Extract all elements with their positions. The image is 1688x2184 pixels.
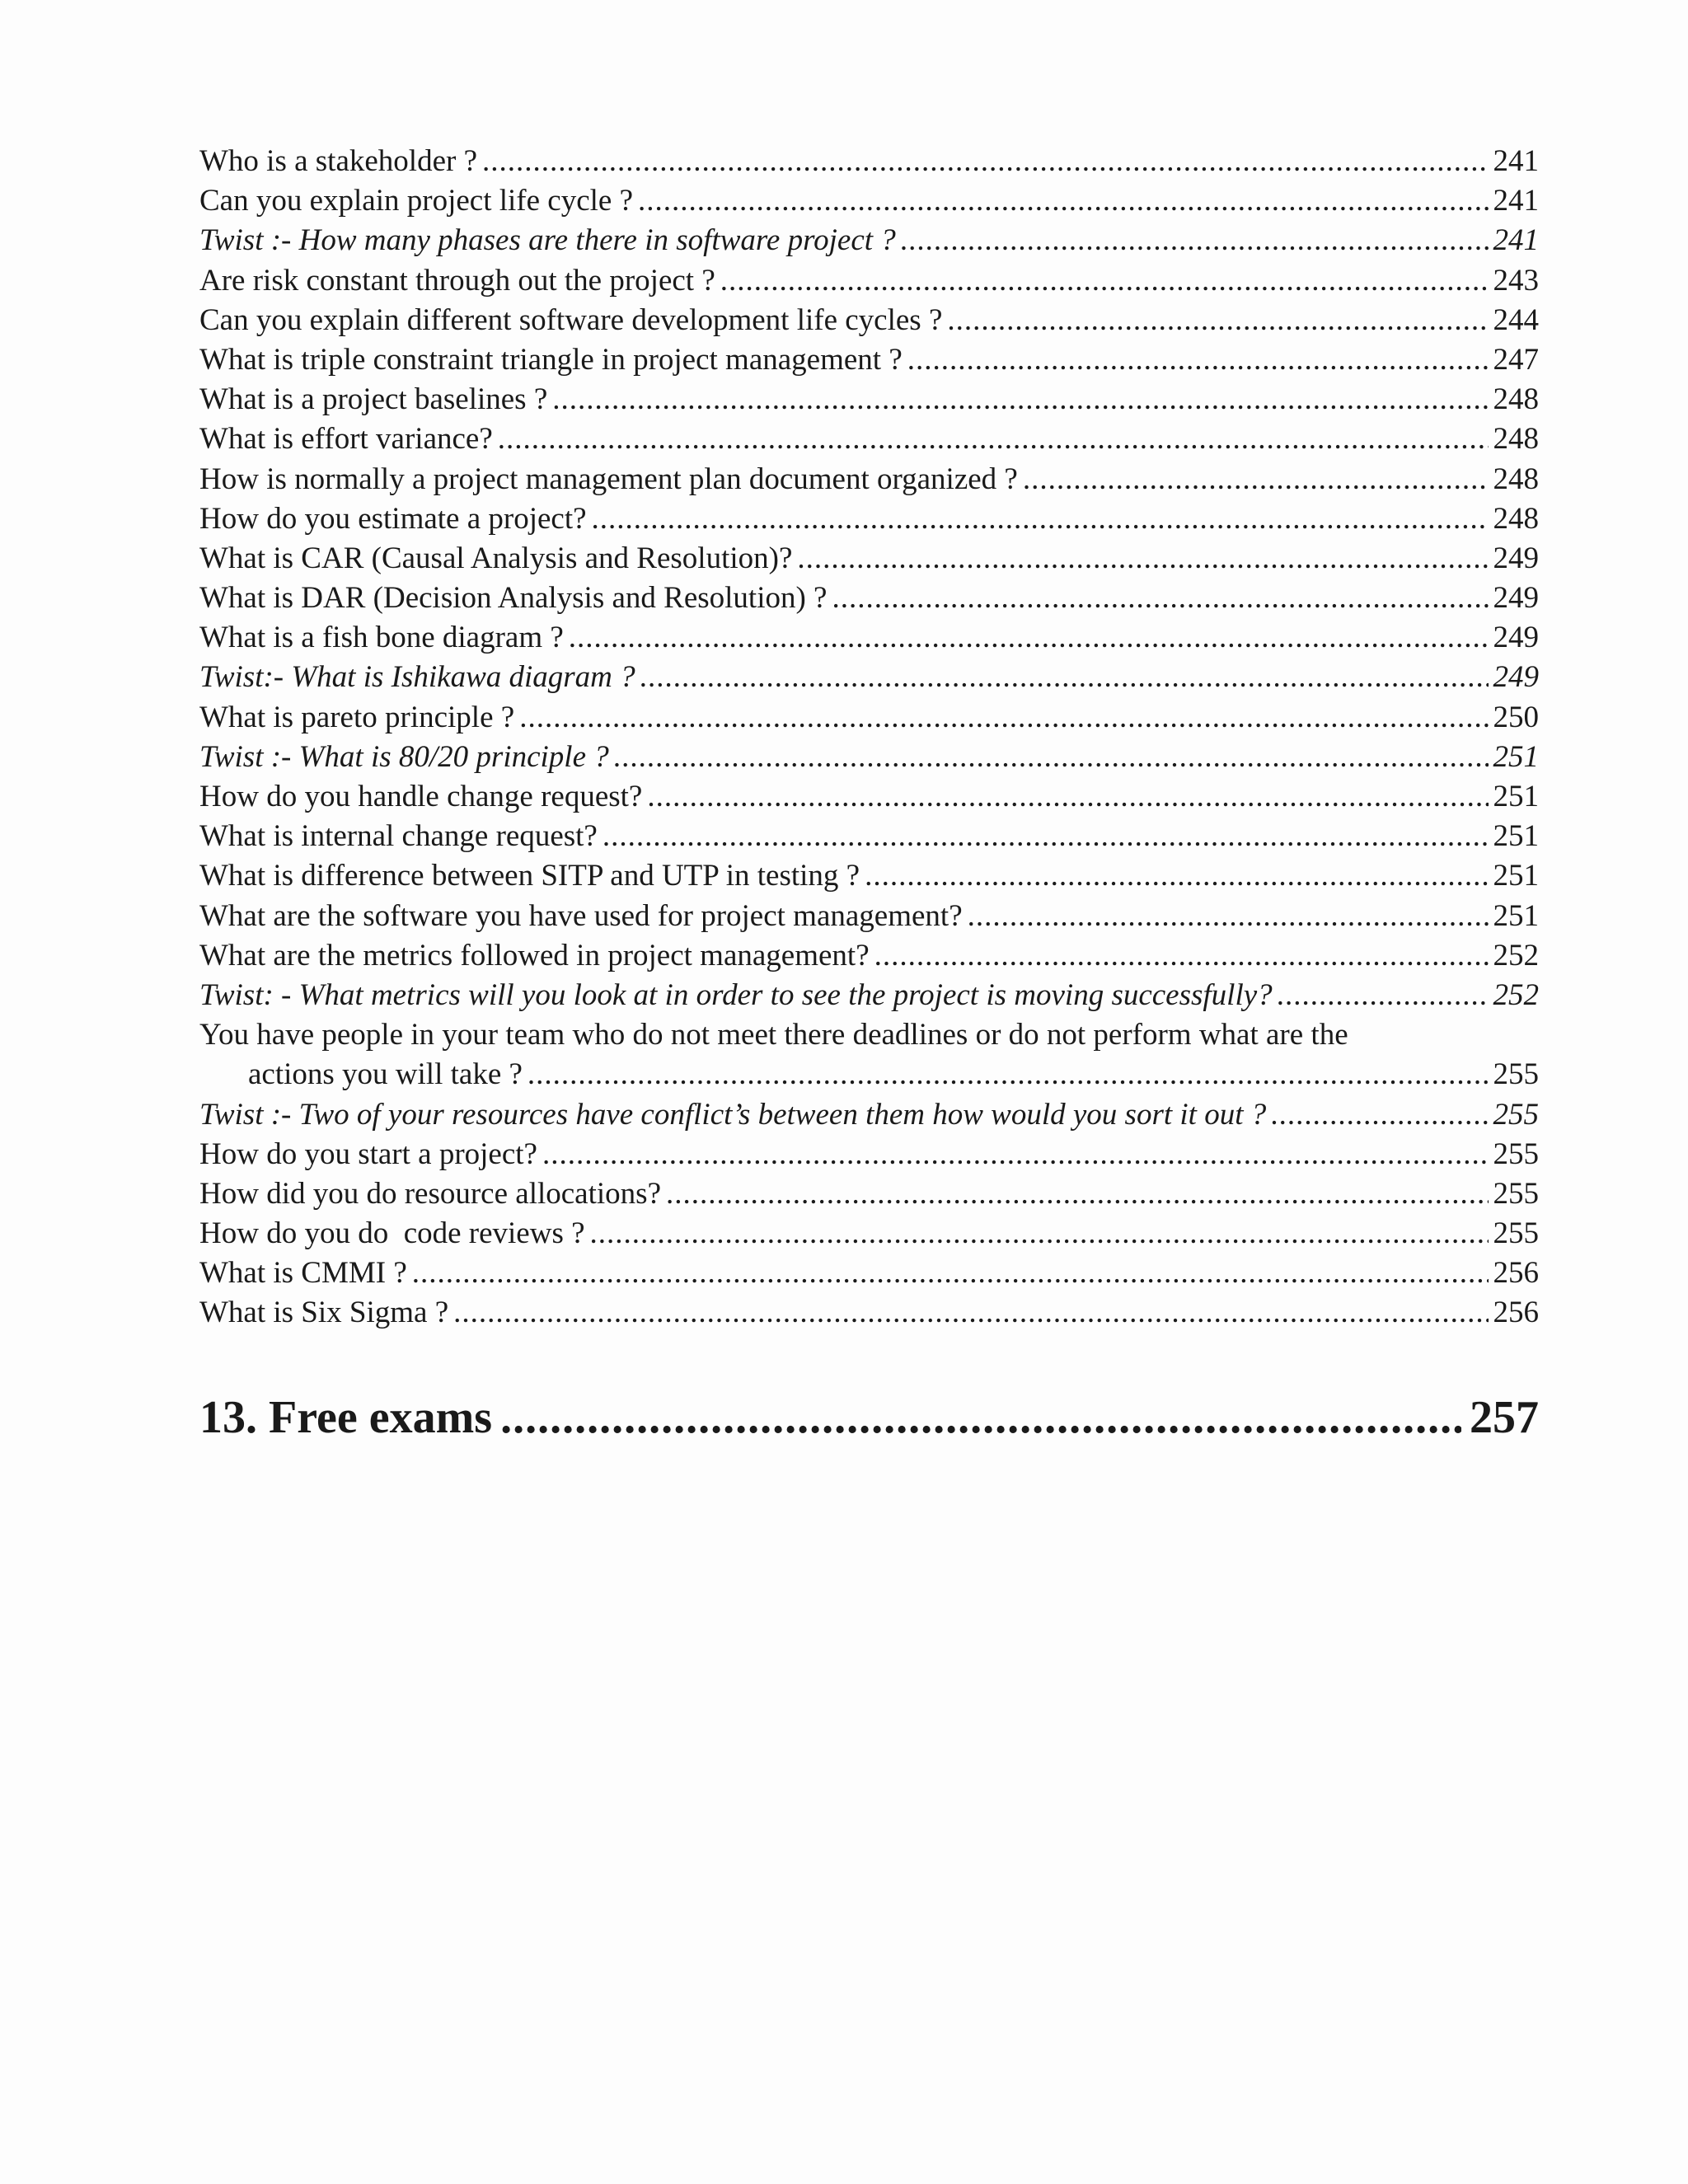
toc-entry-title: What is Six Sigma ? bbox=[199, 1296, 449, 1330]
chapter-page: 257 bbox=[1470, 1392, 1539, 1443]
toc-entry-title: What is DAR (Decision Analysis and Resolution) ? bbox=[199, 581, 828, 616]
toc-entry[interactable] bbox=[199, 539, 1539, 579]
toc-entry-page: 255 bbox=[1493, 1137, 1539, 1171]
toc-entry-title: Can you explain project life cycle ? bbox=[199, 184, 634, 218]
dot-leader bbox=[528, 1055, 1489, 1094]
toc-entry-title: Twist :- How many phases are there in software project ? bbox=[199, 223, 896, 258]
toc-entry[interactable] bbox=[199, 936, 1539, 976]
toc-entry-continuation bbox=[199, 1055, 1539, 1094]
toc-entry-page: 244 bbox=[1493, 302, 1539, 337]
toc-entry-title: What is CAR (Causal Analysis and Resolution)? bbox=[199, 541, 793, 575]
toc-entry-title: What is effort variance? bbox=[199, 422, 493, 457]
dot-leader bbox=[500, 1391, 1461, 1444]
toc-entry[interactable] bbox=[199, 1214, 1539, 1254]
toc-entry-page: 248 bbox=[1493, 501, 1539, 536]
toc-entry[interactable] bbox=[199, 419, 1539, 459]
toc-entry[interactable] bbox=[199, 856, 1539, 896]
toc-entry-title: What is a project baselines ? bbox=[199, 382, 548, 417]
toc-entry-title: Who is a stakeholder ? bbox=[199, 144, 477, 178]
toc-entry[interactable] bbox=[199, 142, 1539, 181]
table-of-contents bbox=[199, 142, 1539, 1333]
chapter-heading[interactable] bbox=[199, 1391, 1539, 1444]
toc-entry-title: What is difference between SITP and UTP in testing ? bbox=[199, 859, 860, 893]
dot-leader bbox=[498, 419, 1489, 459]
dot-leader bbox=[647, 777, 1488, 817]
dot-leader bbox=[638, 181, 1488, 221]
toc-entry-title: What is a fish bone diagram ? bbox=[199, 621, 564, 655]
dot-leader bbox=[614, 738, 1489, 777]
dot-leader bbox=[901, 221, 1489, 260]
toc-entry-twist[interactable] bbox=[199, 738, 1539, 777]
toc-entry-page: 251 bbox=[1493, 739, 1539, 774]
dot-leader bbox=[482, 142, 1489, 181]
toc-entry-page: 249 bbox=[1493, 621, 1539, 655]
toc-entry-page: 255 bbox=[1493, 1216, 1539, 1251]
toc-entry-page: 249 bbox=[1493, 660, 1539, 695]
toc-entry-page: 247 bbox=[1493, 342, 1539, 377]
toc-entry[interactable] bbox=[199, 301, 1539, 340]
toc-entry-page: 251 bbox=[1493, 780, 1539, 813]
dot-leader bbox=[590, 1214, 1489, 1254]
toc-entry-page: 248 bbox=[1493, 382, 1539, 417]
toc-entry-title: Are risk constant through out the project ? bbox=[199, 263, 715, 298]
dot-leader bbox=[453, 1293, 1488, 1333]
toc-entry-title: Can you explain different software development life cycles ? bbox=[199, 302, 943, 337]
dot-leader bbox=[832, 579, 1488, 618]
toc-entry-page: 249 bbox=[1493, 581, 1539, 616]
toc-entry-page: 243 bbox=[1493, 263, 1539, 298]
toc-entry-page: 251 bbox=[1493, 819, 1539, 854]
toc-entry[interactable] bbox=[199, 460, 1539, 499]
dot-leader bbox=[968, 897, 1489, 936]
dot-leader bbox=[666, 1174, 1489, 1214]
dot-leader bbox=[552, 380, 1488, 419]
dot-leader bbox=[592, 499, 1489, 539]
toc-entry-page: 251 bbox=[1493, 898, 1539, 933]
toc-entry[interactable] bbox=[199, 579, 1539, 618]
dot-leader bbox=[865, 856, 1488, 896]
dot-leader bbox=[603, 817, 1489, 856]
toc-entry-twist[interactable] bbox=[199, 976, 1539, 1015]
toc-entry-title: What is triple constraint triangle in project management ? bbox=[199, 342, 903, 377]
dot-leader bbox=[569, 618, 1489, 658]
toc-entry-title: Twist :- What is 80/20 principle ? bbox=[199, 739, 609, 774]
toc-entry[interactable] bbox=[199, 340, 1539, 380]
toc-entry-title: How did you do resource allocations? bbox=[199, 1176, 661, 1211]
toc-entry-title: What is internal change request? bbox=[199, 819, 598, 854]
toc-entry-page: 241 bbox=[1493, 184, 1539, 218]
toc-entry-title: How do you do code reviews ? bbox=[199, 1216, 585, 1251]
toc-entry-page: 241 bbox=[1493, 144, 1539, 178]
toc-entry-page: 255 bbox=[1493, 1176, 1539, 1211]
dot-leader bbox=[519, 698, 1488, 738]
toc-entry[interactable] bbox=[199, 777, 1539, 817]
toc-entry-title: What is CMMI ? bbox=[199, 1256, 407, 1291]
toc-entry-title: Twist: - What metrics will you look at in order to see the project is moving successfully? bbox=[199, 977, 1273, 1012]
toc-entry[interactable] bbox=[199, 817, 1539, 856]
toc-entry-twist[interactable] bbox=[199, 1095, 1539, 1135]
dot-leader bbox=[412, 1254, 1489, 1293]
toc-entry[interactable] bbox=[199, 261, 1539, 301]
toc-entry[interactable] bbox=[199, 1293, 1539, 1333]
toc-entry-page: 249 bbox=[1493, 541, 1539, 575]
toc-entry-title: How do you estimate a project? bbox=[199, 501, 587, 536]
dot-leader bbox=[947, 301, 1488, 340]
dot-leader bbox=[640, 658, 1489, 697]
toc-entry-page: 252 bbox=[1493, 977, 1539, 1012]
dot-leader bbox=[907, 340, 1489, 380]
dot-leader bbox=[1023, 460, 1489, 499]
dot-leader bbox=[1278, 976, 1489, 1015]
toc-entry-title: What are the metrics followed in project management? bbox=[199, 938, 870, 972]
chapter-title: 13. Free exams bbox=[199, 1392, 493, 1443]
dot-leader bbox=[1271, 1095, 1488, 1135]
toc-entry-title: What is pareto principle ? bbox=[199, 700, 515, 734]
toc-entry[interactable] bbox=[199, 1135, 1539, 1174]
dot-leader bbox=[797, 539, 1488, 579]
toc-entry-page: 241 bbox=[1493, 223, 1539, 258]
toc-entry-page: 256 bbox=[1493, 1296, 1539, 1330]
toc-entry-twist[interactable] bbox=[199, 221, 1539, 260]
toc-entry[interactable] bbox=[199, 499, 1539, 539]
toc-entry[interactable] bbox=[199, 1254, 1539, 1293]
toc-entry[interactable] bbox=[199, 618, 1539, 658]
toc-entry-twist[interactable] bbox=[199, 658, 1539, 697]
toc-entry[interactable] bbox=[199, 698, 1539, 738]
toc-entry-title: Twist:- What is Ishikawa diagram ? bbox=[199, 660, 635, 695]
toc-entry-page: 250 bbox=[1493, 700, 1539, 734]
toc-entry-page: 248 bbox=[1493, 422, 1539, 457]
toc-entry-page: 256 bbox=[1493, 1256, 1539, 1291]
toc-entry-page: 251 bbox=[1493, 859, 1539, 893]
toc-entry[interactable] bbox=[199, 181, 1539, 221]
toc-entry[interactable] bbox=[199, 380, 1539, 419]
toc-entry-page: 255 bbox=[1493, 1097, 1539, 1132]
toc-entry-page: 252 bbox=[1493, 938, 1539, 972]
toc-entry-title: How is normally a project management plan document organized ? bbox=[199, 462, 1018, 496]
toc-entry-title: Twist :- Two of your resources have conflict’s between them how would you sort it out ? bbox=[199, 1097, 1267, 1132]
toc-entry[interactable] bbox=[199, 1174, 1539, 1214]
toc-entry-page: 255 bbox=[1493, 1057, 1539, 1092]
dot-leader bbox=[720, 261, 1489, 301]
dot-leader bbox=[542, 1135, 1489, 1174]
toc-entry-title: How do you start a project? bbox=[199, 1137, 537, 1171]
dot-leader bbox=[874, 936, 1489, 976]
toc-entry-multiline[interactable] bbox=[199, 1015, 1539, 1094]
toc-entry-title-cont: actions you will take ? bbox=[248, 1057, 523, 1092]
toc-entry-page: 248 bbox=[1493, 462, 1539, 496]
toc-entry-title: What are the software you have used for project management? bbox=[199, 898, 963, 933]
toc-entry[interactable] bbox=[199, 897, 1539, 936]
toc-entry-title: You have people in your team who do not meet there deadlines or do not perform what are the bbox=[199, 1018, 1348, 1052]
toc-entry-title: How do you handle change request? bbox=[199, 780, 643, 813]
